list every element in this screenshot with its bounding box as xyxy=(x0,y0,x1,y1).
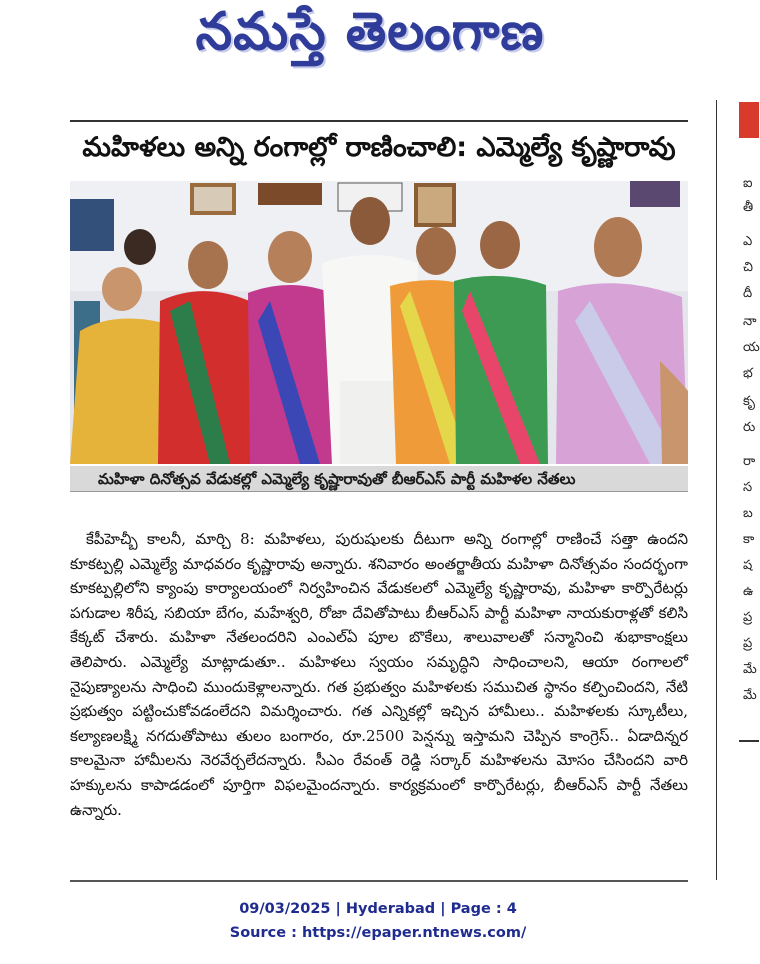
side-column-text: స xyxy=(743,480,753,495)
side-column-text: కా xyxy=(743,532,755,547)
side-column-text: య xyxy=(743,340,760,355)
group-photo-illustration xyxy=(70,181,688,464)
footer-date-edition: 09/03/2025 | Hyderabad | Page : 4 xyxy=(239,901,517,917)
side-column-text: ఎ xyxy=(743,234,753,249)
side-column-text: మే xyxy=(743,688,757,703)
side-column-text: భ xyxy=(743,366,753,381)
side-column-text: మే xyxy=(743,662,757,677)
side-column-text: చి xyxy=(743,260,753,275)
side-column-marker xyxy=(739,102,759,138)
masthead-logo xyxy=(150,1,590,72)
side-column-text: రా xyxy=(743,454,756,469)
side-column-text: తీ xyxy=(743,200,754,215)
side-column-text: రు xyxy=(743,420,756,435)
article-body: కేపీహెచ్బీ కాలనీ, మార్చి 8: మహిళలు, పురుషులకు దీటుగా అన్ని రంగాల్లో రాణించే సత్తా ఉందని కూకట్పల్లి ఎమ్మెల్యే మాధవరం కృష్ణారావు అన్నారు. శనివారం అంతర్జాతీయ మహిళా దినోత్సవం సందర్భంగా కూకట్పల్లిలోని క్యాంపు కార్యాలయంలో నిర్వహించిన వేడుకలలో ఎమ్మెల్యే కృష్ణారావు, మహిళా కార్పొరేటర్లు పగుడాల శిరీష, సబియా బేగం, మహేశ్వరి, రోజా దేవితోపాటు బీఆర్ఎస్ పార్టీ మహిళా నాయకురాళ్లతో కలిసి కేక్కట్ చేశారు. మహిళా నేతలందరిని ఎంఎల్ఏ పూల బొకేలు, శాలువాలతో సన్మానించి శుభాకాంక్షలు తెలిపారు. ఎమ్మెల్యే మాట్లాడుతూ.. మహిళలు స్వయం సమృద్ధిని సాధించాలని, ఆయా రంగాలలో నైపుణ్యాలను సాధించి ముందుకెళ్లాలన్నారు. గత ప్రభుత్వం మహిళలకు సముచిత స్థానం కల్పించిందని, నేటి ప్రభుత్వం పట్టించుకోవడంలేదని విమర్శించారు. గత ఎన్నికల్లో ఇచ్చిన హామీలు.. మహిళలకు స్కూటీలు, కల్యాణలక్ష్మి నగదుతోపాటు తులం బంగారం, రూ.2500 పెన్షన్ను ఇస్తామని చెప్పిన కాంగ్రెస్.. ఏడాదిన్నర కాలమైనా హామీలను నెరవేర్చలేదన్నారు. సీఎం రేవంత్ రెడ్డి సర్కార్ మహిళలను మోసం చేసిందని వారి హక్కులను కాపాడడంలో పూర్తిగా విఫలమైందన్నారు. కార్యక్రమంలో కార్పొరేటర్లు, బీఆర్ఎస్ పార్టీ నేతలు ఉన్నారు. xyxy=(70,530,688,819)
side-column-text: ష xyxy=(743,558,753,573)
side-column-text: దీ xyxy=(743,286,753,301)
article-photo xyxy=(70,181,688,464)
side-column-text: ఉ xyxy=(743,584,754,599)
headline-top-rule xyxy=(70,120,688,122)
side-column-text: ప్ర xyxy=(743,636,753,651)
article-headline: మహిళలు అన్ని రంగాల్లో రాణించాలి: ఎమ్మెల్యే కృష్ణారావు xyxy=(82,132,676,163)
side-column-text: నా xyxy=(743,314,757,329)
masthead-title: నమస్తే తెలంగాణ xyxy=(195,1,545,62)
article-bottom-rule xyxy=(70,880,688,882)
side-column-text: ప్ర xyxy=(743,610,753,625)
photo-caption: మహిళా దినోత్సవ వేడుకల్లో ఎమ్మెల్యే కృష్ణారావుతో బీఆర్ఎస్ పార్టీ మహిళల నేతలు xyxy=(70,466,688,492)
side-column-text: బ xyxy=(743,506,753,521)
adjacent-column-fragment xyxy=(716,100,760,880)
side-column-rule xyxy=(739,740,759,742)
side-column-text: ఐ xyxy=(743,176,753,191)
side-column-text: కృ xyxy=(743,394,755,409)
footer-source-link[interactable]: Source : https://epaper.ntnews.com/ xyxy=(229,925,527,941)
